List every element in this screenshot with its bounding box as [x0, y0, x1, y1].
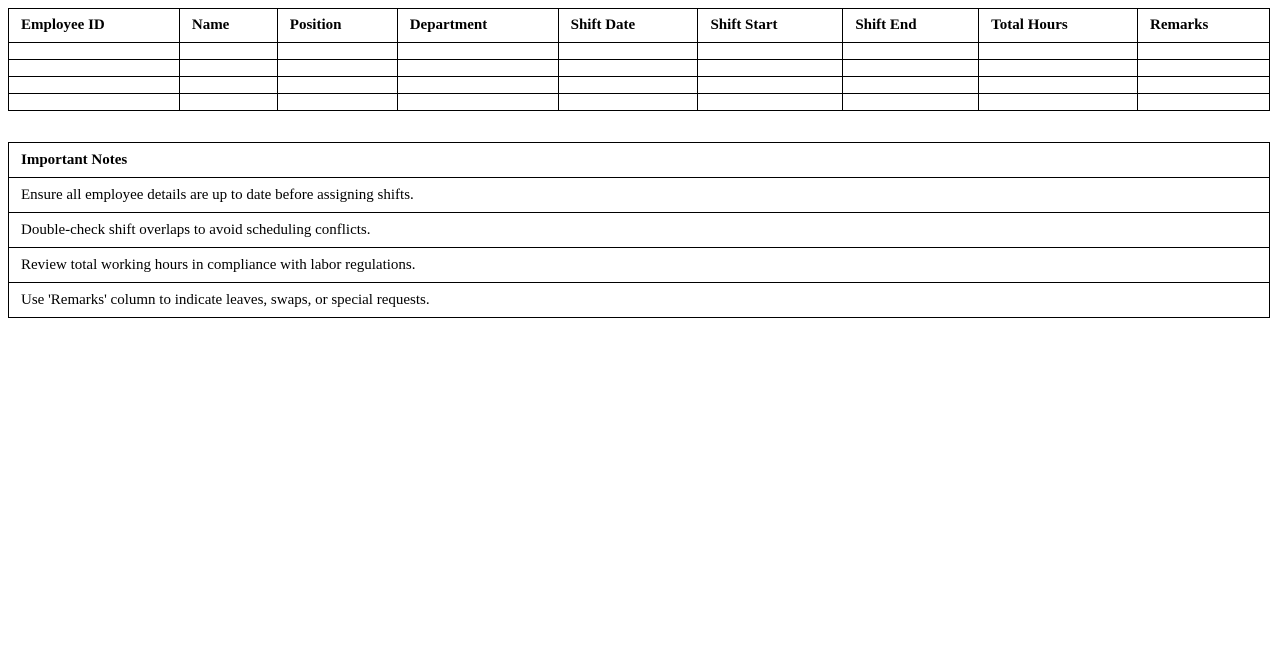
- table-row: [9, 60, 1270, 77]
- table-cell[interactable]: [979, 43, 1138, 60]
- table-cell[interactable]: [179, 43, 277, 60]
- table-cell[interactable]: [397, 77, 558, 94]
- column-header-employee-id: Employee ID: [9, 9, 180, 43]
- table-cell[interactable]: [698, 43, 843, 60]
- note-item: Use 'Remarks' column to indicate leaves, swaps, or special requests.: [9, 283, 1270, 318]
- table-cell[interactable]: [979, 77, 1138, 94]
- table-cell[interactable]: [9, 94, 180, 111]
- column-header-shift-date: Shift Date: [558, 9, 698, 43]
- note-item: Review total working hours in compliance with labor regulations.: [9, 248, 1270, 283]
- table-cell[interactable]: [179, 60, 277, 77]
- table-cell[interactable]: [277, 43, 397, 60]
- column-header-total-hours: Total Hours: [979, 9, 1138, 43]
- table-cell[interactable]: [1138, 60, 1270, 77]
- table-cell[interactable]: [558, 43, 698, 60]
- column-header-name: Name: [179, 9, 277, 43]
- table-cell[interactable]: [277, 94, 397, 111]
- table-cell[interactable]: [843, 77, 979, 94]
- table-cell[interactable]: [9, 77, 180, 94]
- table-cell[interactable]: [277, 77, 397, 94]
- table-cell[interactable]: [558, 77, 698, 94]
- table-cell[interactable]: [979, 94, 1138, 111]
- notes-row: [9, 178, 1270, 213]
- table-cell[interactable]: [179, 77, 277, 94]
- notes-title: Important Notes: [9, 143, 1270, 178]
- column-header-position: Position: [277, 9, 397, 43]
- table-cell[interactable]: [698, 94, 843, 111]
- table-cell[interactable]: [9, 43, 180, 60]
- table-cell[interactable]: [397, 94, 558, 111]
- table-cell[interactable]: [9, 60, 180, 77]
- table-cell[interactable]: [698, 77, 843, 94]
- notes-row: [9, 248, 1270, 283]
- column-header-remarks: Remarks: [1138, 9, 1270, 43]
- table-row: [9, 77, 1270, 94]
- table-cell[interactable]: [397, 43, 558, 60]
- table-cell[interactable]: [843, 43, 979, 60]
- table-cell[interactable]: [397, 60, 558, 77]
- table-header-row: [9, 9, 1270, 43]
- notes-row: [9, 283, 1270, 318]
- note-item: Ensure all employee details are up to date before assigning shifts.: [9, 178, 1270, 213]
- notes-row: [9, 213, 1270, 248]
- table-cell[interactable]: [179, 94, 277, 111]
- table-row: [9, 94, 1270, 111]
- important-notes-table: [8, 142, 1270, 318]
- table-cell[interactable]: [698, 60, 843, 77]
- table-cell[interactable]: [1138, 94, 1270, 111]
- notes-header-row: [9, 143, 1270, 178]
- column-header-shift-end: Shift End: [843, 9, 979, 43]
- table-cell[interactable]: [277, 60, 397, 77]
- table-cell[interactable]: [843, 60, 979, 77]
- note-item: Double-check shift overlaps to avoid scheduling conflicts.: [9, 213, 1270, 248]
- column-header-department: Department: [397, 9, 558, 43]
- table-cell[interactable]: [1138, 77, 1270, 94]
- column-header-shift-start: Shift Start: [698, 9, 843, 43]
- table-cell[interactable]: [558, 60, 698, 77]
- shift-schedule-table: [8, 8, 1270, 111]
- table-cell[interactable]: [843, 94, 979, 111]
- table-cell[interactable]: [558, 94, 698, 111]
- table-row: [9, 43, 1270, 60]
- table-cell[interactable]: [979, 60, 1138, 77]
- table-cell[interactable]: [1138, 43, 1270, 60]
